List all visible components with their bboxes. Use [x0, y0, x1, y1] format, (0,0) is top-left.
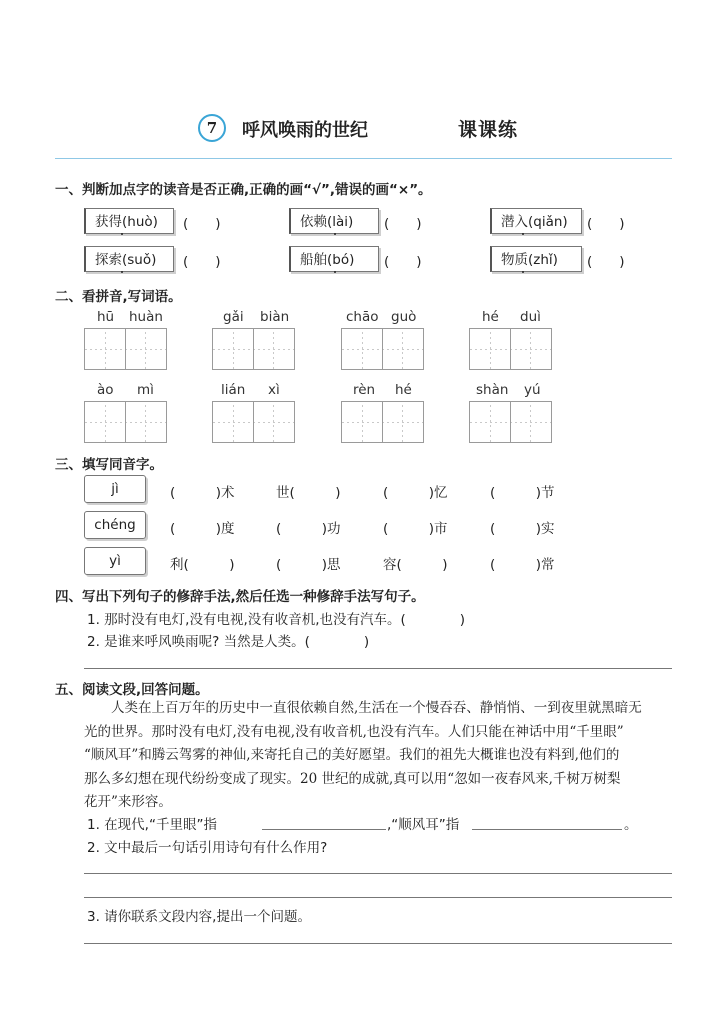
section-4-heading: 四、写出下列句子的修辞手法,然后任选一种修辞手法写句子。: [55, 589, 425, 605]
section-3-heading: 三、填写同音字。: [55, 457, 163, 473]
answer-line[interactable]: [84, 943, 672, 944]
answer-blank[interactable]: ( ): [384, 254, 422, 270]
answer-line[interactable]: [262, 829, 386, 830]
pinyin-label: duì: [520, 309, 541, 325]
pinyin-label: lián: [221, 382, 246, 398]
homophone-blank[interactable]: ( )思: [276, 557, 341, 573]
pinyin-label: biàn: [260, 309, 290, 325]
title-divider: [55, 158, 672, 159]
pinyin-label: xì: [268, 382, 280, 398]
writing-grid[interactable]: [341, 401, 424, 443]
pinyin-box: chéng: [84, 511, 146, 539]
writing-grid[interactable]: [469, 328, 552, 370]
section-2-heading: 二、看拼音,写词语。: [55, 289, 182, 305]
reading-passage: [84, 697, 674, 815]
passage-line: 那么多幻想在现代纷纷变成了现实。20 世纪的成就,真可以用“忽如一夜春风来,千树万树梨: [84, 770, 621, 787]
passage-line: 光的世界。那时没有电灯,没有电视,没有收音机,也没有汽车。人们只能在神话中用“千里眼”: [84, 723, 624, 740]
pinyin-label: ào: [97, 382, 114, 398]
reading-question-3: 3. 请你联系文段内容,提出一个问题。: [87, 909, 311, 925]
homophone-blank[interactable]: ( )术: [170, 485, 235, 501]
passage-line: 花开”来形容。: [84, 794, 172, 810]
homophone-blank[interactable]: ( )市: [383, 521, 448, 537]
lesson-title: 呼风唤雨的世纪: [242, 120, 368, 141]
rhetoric-question-1: 1. 那时没有电灯,没有电视,没有收音机,也没有汽车。( ): [87, 612, 466, 628]
emphasis-dot: [121, 271, 123, 273]
homophone-blank[interactable]: 世( ): [276, 485, 341, 501]
homophone-blank[interactable]: 容( ): [383, 557, 448, 573]
homophone-blank[interactable]: ( )忆: [383, 485, 448, 501]
pinyin-label: chāo: [346, 309, 379, 325]
pinyin-label: mì: [137, 382, 154, 398]
answer-line[interactable]: [84, 668, 672, 669]
answer-line[interactable]: [84, 897, 672, 898]
pronunciation-card: [490, 246, 582, 272]
reading-question-1-end: 。: [624, 817, 638, 833]
homophone-blank[interactable]: 利( ): [170, 557, 235, 573]
pinyin-label: guò: [391, 309, 417, 325]
card-word: 潜入(qiǎn): [501, 214, 568, 230]
card-word: 探索(suǒ): [95, 252, 157, 268]
section-1-heading: 一、判断加点字的读音是否正确,正确的画“√”,错误的画“×”。: [55, 182, 432, 198]
reading-question-1-part-a: 1. 在现代,“千里眼”指: [87, 817, 217, 833]
pinyin-box: jì: [84, 475, 146, 503]
emphasis-dot: [522, 271, 524, 273]
pinyin-label: hé: [482, 309, 499, 325]
writing-grid[interactable]: [84, 401, 167, 443]
answer-blank[interactable]: ( ): [587, 216, 625, 232]
passage-line: “顺风耳”和腾云驾雾的神仙,来寄托自己的美好愿望。我们的祖先大概谁也没有料到,他们的: [84, 747, 620, 763]
card-word: 获得(huò): [95, 214, 158, 230]
reading-question-2: 2. 文中最后一句话引用诗句有什么作用?: [87, 840, 328, 856]
homophone-blank[interactable]: ( )度: [170, 521, 235, 537]
pinyin-label: hé: [395, 382, 412, 398]
homophone-blank[interactable]: ( )功: [276, 521, 341, 537]
card-word: 物质(zhǐ): [501, 252, 558, 268]
answer-blank[interactable]: ( ): [587, 254, 625, 270]
reading-question-1-part-b: ,“顺风耳”指: [387, 817, 460, 833]
homophone-blank[interactable]: ( )节: [490, 485, 555, 501]
writing-grid[interactable]: [212, 401, 295, 443]
passage-line: 人类在上百万年的历史中一直很依赖自然,生活在一个慢吞吞、静悄悄、一到夜里就黑暗无: [84, 700, 642, 716]
answer-blank[interactable]: ( ): [384, 216, 422, 232]
homophone-blank[interactable]: ( )常: [490, 557, 555, 573]
emphasis-dot: [522, 233, 524, 235]
writing-grid[interactable]: [341, 328, 424, 370]
section-5-heading: 五、阅读文段,回答问题。: [55, 682, 209, 698]
emphasis-dot: [334, 233, 336, 235]
pinyin-label: hū: [97, 309, 115, 325]
writing-grid[interactable]: [212, 328, 295, 370]
card-word: 船舶(bó): [300, 252, 355, 268]
pronunciation-card: [84, 246, 174, 272]
answer-line[interactable]: [472, 829, 622, 830]
pinyin-box: yì: [84, 547, 146, 575]
pinyin-label: rèn: [353, 382, 376, 398]
emphasis-dot: [334, 271, 336, 273]
answer-blank[interactable]: ( ): [183, 254, 221, 270]
pinyin-label: huàn: [129, 309, 163, 325]
pinyin-label: gǎi: [223, 309, 244, 325]
writing-grid[interactable]: [469, 401, 552, 443]
homophone-blank[interactable]: ( )实: [490, 521, 555, 537]
pronunciation-card: [84, 208, 174, 234]
worksheet-tag: 课课练: [458, 119, 519, 141]
pinyin-label: shàn: [476, 382, 509, 398]
answer-blank[interactable]: ( ): [183, 216, 221, 232]
emphasis-dot: [121, 233, 123, 235]
pronunciation-card: [289, 208, 379, 234]
card-word: 依赖(lài): [300, 214, 354, 230]
pronunciation-card: [490, 208, 582, 234]
lesson-number-badge: 7: [198, 114, 226, 142]
writing-grid[interactable]: [84, 328, 167, 370]
pinyin-label: yú: [524, 382, 541, 398]
pronunciation-card: [289, 246, 379, 272]
rhetoric-question-2: 2. 是谁来呼风唤雨呢? 当然是人类。( ): [87, 634, 370, 650]
answer-line[interactable]: [84, 873, 672, 874]
